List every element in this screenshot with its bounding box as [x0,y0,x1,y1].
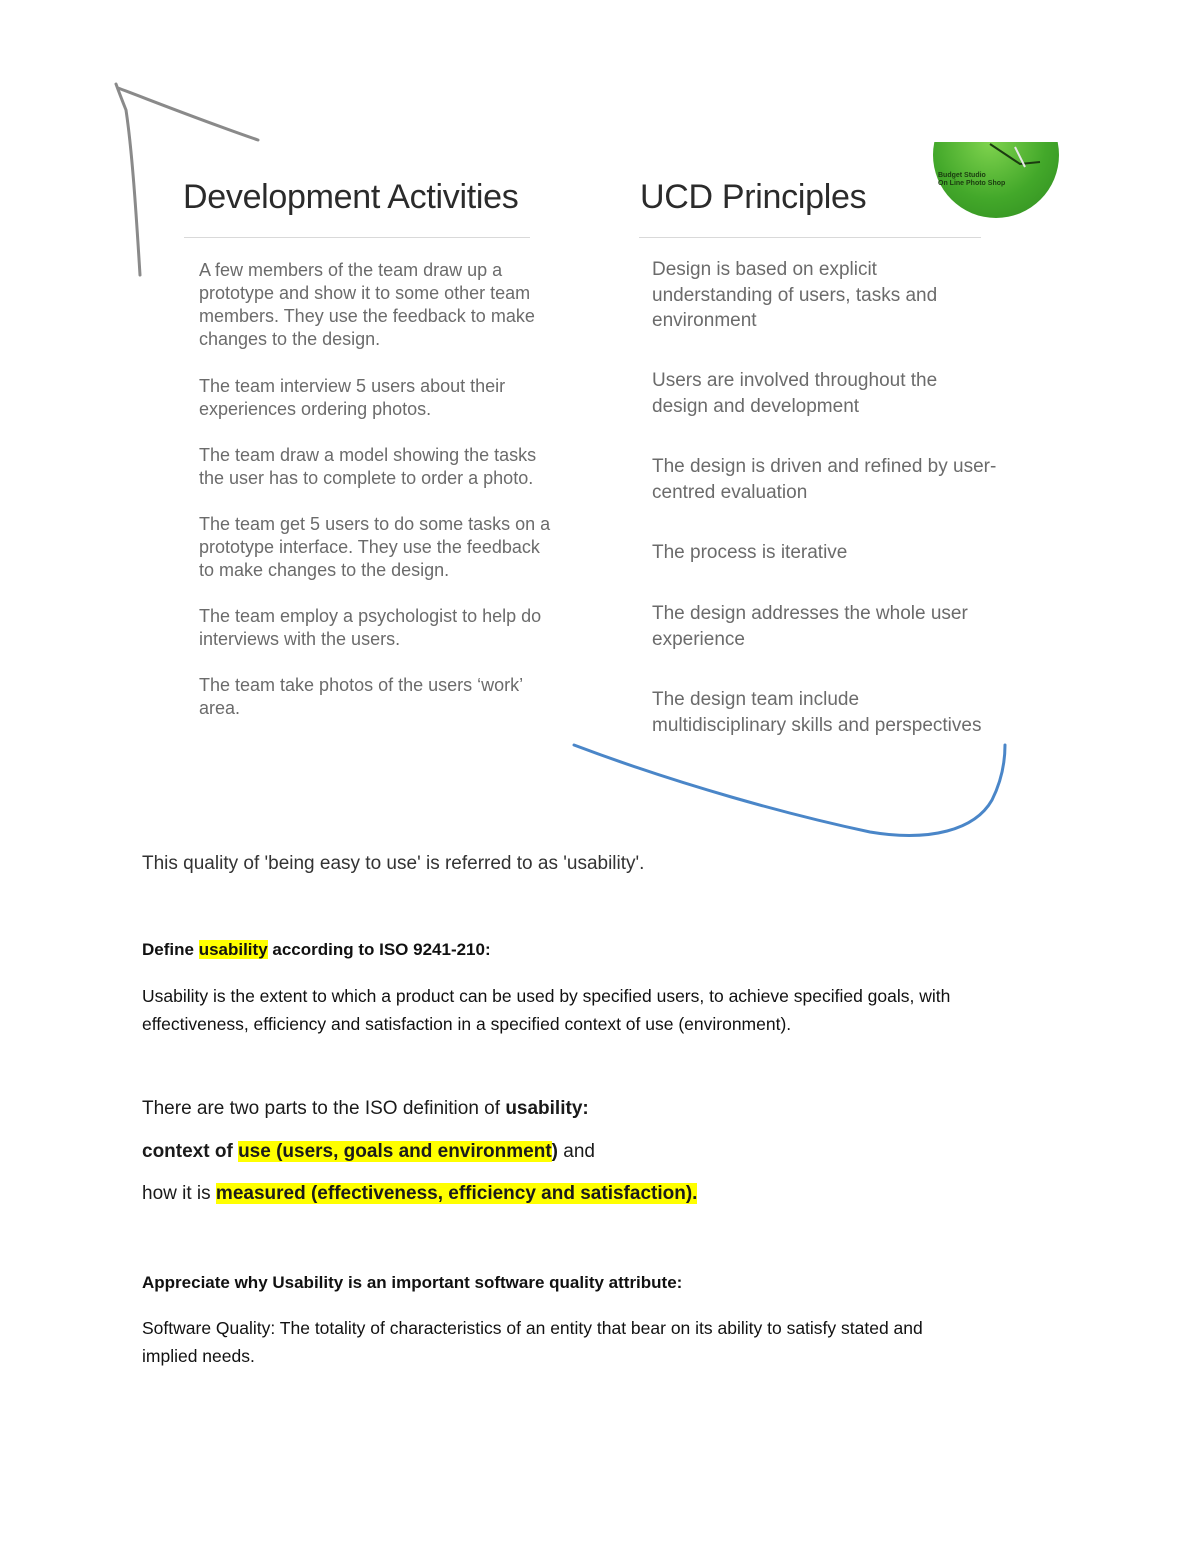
principle-item: Users are involved throughout the design and development [652,370,938,417]
context-of-use-line [142,1141,595,1163]
software-quality-line: implied needs. [142,1346,255,1366]
context-highlight: use (users, goals and environment [238,1141,552,1162]
software-quality-definition [142,1314,1142,1370]
definition-line: Usability is the extent to which a product can be used by specified users, to achieve specified goals, with [142,986,951,1006]
two-parts-prefix: There are two parts to the ISO definition of [142,1098,506,1119]
context-bold: context of [142,1141,239,1162]
define-suffix: according to ISO 9241-210: [267,940,491,959]
context-suffix: and [557,1141,595,1162]
usability-highlight: usability [198,940,268,959]
measured-line [142,1183,697,1205]
two-parts-sentence [142,1098,589,1120]
define-prefix: Define [142,940,199,959]
context-bold-end: ) [551,1141,558,1162]
principle-item: Design is based on explicit understanding of users, tasks and environment [652,259,938,331]
appreciate-heading: Appreciate why Usability is an important software quality attribute: [142,1273,683,1292]
budget-studio-logo [930,142,1060,224]
blue-curve-annotation [574,745,1005,835]
principle-item: The design is driven and refined by user- centred evaluation [652,456,997,503]
activity-item: The team take photos of the users ‘work’ area. [199,675,524,718]
pen-icon [985,142,1045,172]
activity-item: The team get 5 users to do some tasks on a prototype interface. They use the feedback to make changes to the design. [199,514,551,580]
right-heading-divider [639,237,981,238]
definition-line: effectiveness, efficiency and satisfaction in a specified context of use (environment). [142,1014,792,1034]
activity-item: A few members of the team draw up a prototype and show it to some other team members. They use the feedback to make changes to the design. [199,260,535,349]
development-activities-heading: Development Activities [183,178,519,216]
measured-prefix: how it is [142,1183,216,1204]
principle-item: The design team include multidisciplinary skills and perspectives [652,689,982,736]
software-quality-line: Software Quality: The totality of characteristics of an entity that bear on its ability to satisfy stated and [142,1318,923,1338]
principle-item: The process is iterative [652,542,848,563]
usability-definition [142,982,1142,1038]
activity-item: The team employ a psychologist to help do interviews with the users. [199,606,542,649]
ucd-principles-heading: UCD Principles [640,178,867,216]
activity-item: The team draw a model showing the tasks the user has to complete to order a photo. [199,445,537,488]
quality-sentence: This quality of 'being easy to use' is referred to as 'usability'. [142,853,645,874]
define-usability-heading [142,940,491,960]
activity-item: The team interview 5 users about their experiences ordering photos. [199,376,506,419]
left-heading-divider [184,237,530,238]
principle-item: The design addresses the whole user experience [652,603,968,650]
usability-bold: usability: [505,1098,589,1119]
measured-highlight: measured (effectiveness, efficiency and satisfaction). [215,1183,698,1204]
logo-text: Budget Studio On Line Photo Shop [938,172,1006,187]
